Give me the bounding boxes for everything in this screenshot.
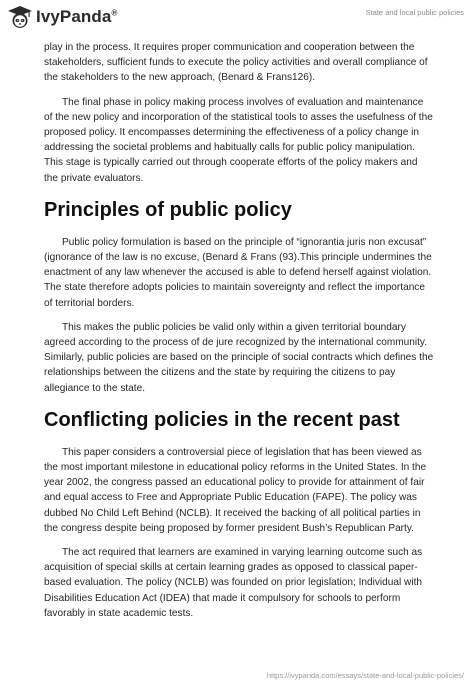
- section-heading-conflicting: Conflicting policies in the recent past: [44, 408, 400, 431]
- ivypanda-logo[interactable]: [7, 5, 117, 29]
- page-header: [0, 0, 474, 34]
- section-heading-principles: Principles of public policy: [44, 198, 292, 221]
- paragraph-1: play in the process. It requires proper communication and cooperation between the stakeholders, sufficient funds to execute the policy activities and overall compliance of the stakeholders to the new approach, (Benard & Frans126).: [44, 42, 428, 84]
- source-url-link[interactable]: https://ivypanda.com/essays/state-and-local-public-policies/: [266, 671, 464, 680]
- paragraph-4: This makes the public policies be valid only within a given territorial boundary agreed according to the process of de jure recognized by the international community. Similarly, public policies are based on the principle of social contracts which defines the relationships between the citizens and the state by requiring the citizens to pay allegiance to the state.: [44, 321, 434, 394]
- essay-content: [44, 40, 434, 621]
- paragraph-2: The final phase in policy making process involves of evaluation and maintenance of the new policy and incorporation of the statistical tools to asses the usefulness of the proposed policy. It encompasses determining the effectiveness of a policy change in addressing the societal problems and habitually calls for public policy manipulation. This stage is typically carried out through cooperate efforts of the policy makers and the private evaluators.: [44, 96, 433, 184]
- paragraph-3: Public policy formulation is based on the principle of “ignorantia juris non excusat” (ignorance of the law is no excuse, (Benard & Frans (93).This principle undermines the enactment of any law whenever the accused is able to defend herself against violation. The state therefore adopts policies to maintain sovereignty and reflect the importance of territorial borders.: [44, 236, 432, 309]
- brand-name: IvyPanda®: [36, 7, 118, 26]
- document-title: State and local public policies: [365, 8, 464, 17]
- panda-graduate-icon: [7, 5, 33, 29]
- paragraph-6: The act required that learners are examined in varying learning outcome such as acquisition of special skills at certain learning grades as opposed to classical paper-based evaluation. The policy (NCLB) was founded on prior legislation; Individual with Disabilities Education Act (IDEA) that made it compulsory for schools to perform favorably in state academic tests.: [44, 547, 423, 619]
- registered-mark: ®: [111, 8, 118, 18]
- paragraph-5: This paper considers a controversial piece of legislation that has been viewed as the most important milestone in educational policy reforms in the United States. In the year 2002, the congress passed an educational policy to provide for attainment of fair and equal access to Free and Appropriate Public Education (FAPE). The policy was dubbed No Child Left Behind (NCLB). It received the backing of all political parties in the congress despite being proposed by former president Bush’s Republican Party.: [44, 446, 427, 534]
